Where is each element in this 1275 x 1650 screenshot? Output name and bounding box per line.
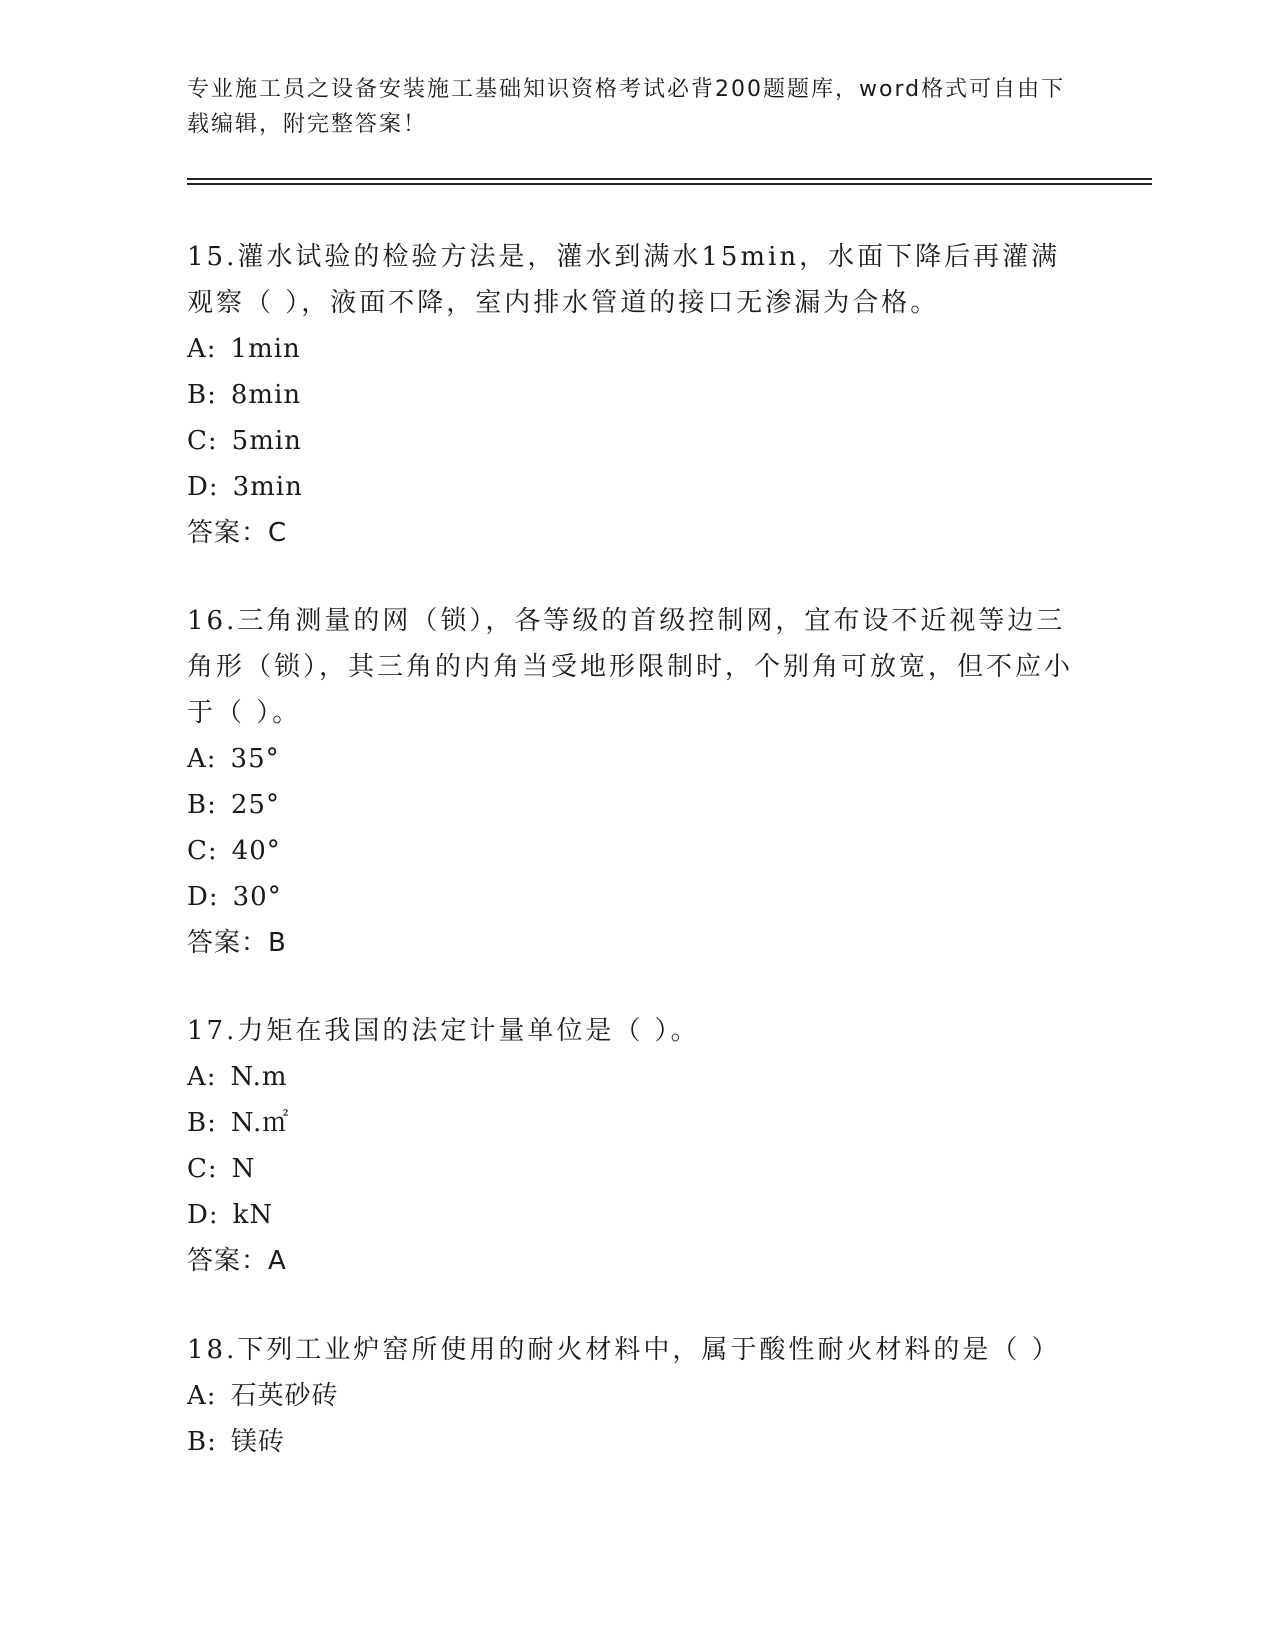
option-letter: B: [187, 790, 217, 820]
option-a [187, 326, 1087, 372]
option-text: 镁砖 [230, 1427, 285, 1457]
question-16 [187, 598, 1087, 966]
option-letter: A: [187, 1062, 217, 1092]
header-divider-bottom [187, 183, 1152, 185]
option-letter: C: [187, 836, 218, 866]
option-text: 25° [230, 790, 280, 820]
option-b [187, 1419, 1087, 1465]
option-d [187, 874, 1087, 920]
question-15 [187, 234, 1087, 556]
option-d [187, 464, 1087, 510]
option-text: 1min [230, 334, 301, 364]
option-c [187, 1146, 1087, 1192]
option-letter: A: [187, 744, 217, 774]
option-text: N.㎡ [230, 1108, 290, 1138]
option-text: 3min [232, 472, 303, 502]
option-b [187, 1100, 1087, 1146]
option-letter: A: [187, 334, 217, 364]
question-stem: 15.灌水试验的检验方法是，灌水到满水15min，水面下降后再灌满观察（ ），液面不降，室内排水管道的接口无渗漏为合格。 [187, 242, 1061, 318]
option-text: 5min [231, 426, 302, 456]
document-header: 专业施工员之设备安装施工基础知识资格考试必背200题题库，word格式可自由下载编辑，附完整答案！ [187, 77, 1066, 137]
option-text: 石英砂砖 [230, 1381, 339, 1411]
option-letter: D: [187, 472, 219, 502]
option-c [187, 828, 1087, 874]
option-text: 40° [231, 836, 281, 866]
option-b [187, 372, 1087, 418]
question-17 [187, 1008, 1087, 1284]
option-letter: B: [187, 1427, 217, 1457]
option-letter: D: [187, 882, 219, 912]
option-text: 30° [232, 882, 282, 912]
option-text: kN [232, 1200, 274, 1230]
option-b [187, 782, 1087, 828]
option-d [187, 1192, 1087, 1238]
option-text: 35° [230, 744, 280, 774]
option-a [187, 1054, 1087, 1100]
option-letter: B: [187, 380, 217, 410]
answer-line: 答案：B [187, 928, 287, 958]
question-stem: 16.三角测量的网（锁），各等级的首级控制网，宜布设不近视等边三角形（锁），其三角的内角当受地形限制时，个别角可放宽，但不应小于（ ）。 [187, 606, 1074, 728]
option-text: N [231, 1154, 256, 1184]
option-letter: C: [187, 426, 218, 456]
question-stem: 18.下列工业炉窑所使用的耐火材料中，属于酸性耐火材料的是（ ） [187, 1335, 1061, 1365]
option-letter: A: [187, 1381, 217, 1411]
option-a [187, 736, 1087, 782]
question-stem: 17.力矩在我国的法定计量单位是（ ）。 [187, 1016, 700, 1046]
option-c [187, 418, 1087, 464]
question-18 [187, 1327, 1087, 1465]
option-a [187, 1373, 1087, 1419]
option-text: N.m [230, 1062, 288, 1092]
option-letter: C: [187, 1154, 218, 1184]
answer-line: 答案：A [187, 1246, 287, 1276]
option-text: 8min [230, 380, 302, 410]
answer-line: 答案：C [187, 518, 288, 548]
header-divider-top [187, 178, 1152, 180]
option-letter: B: [187, 1108, 217, 1138]
option-letter: D: [187, 1200, 219, 1230]
